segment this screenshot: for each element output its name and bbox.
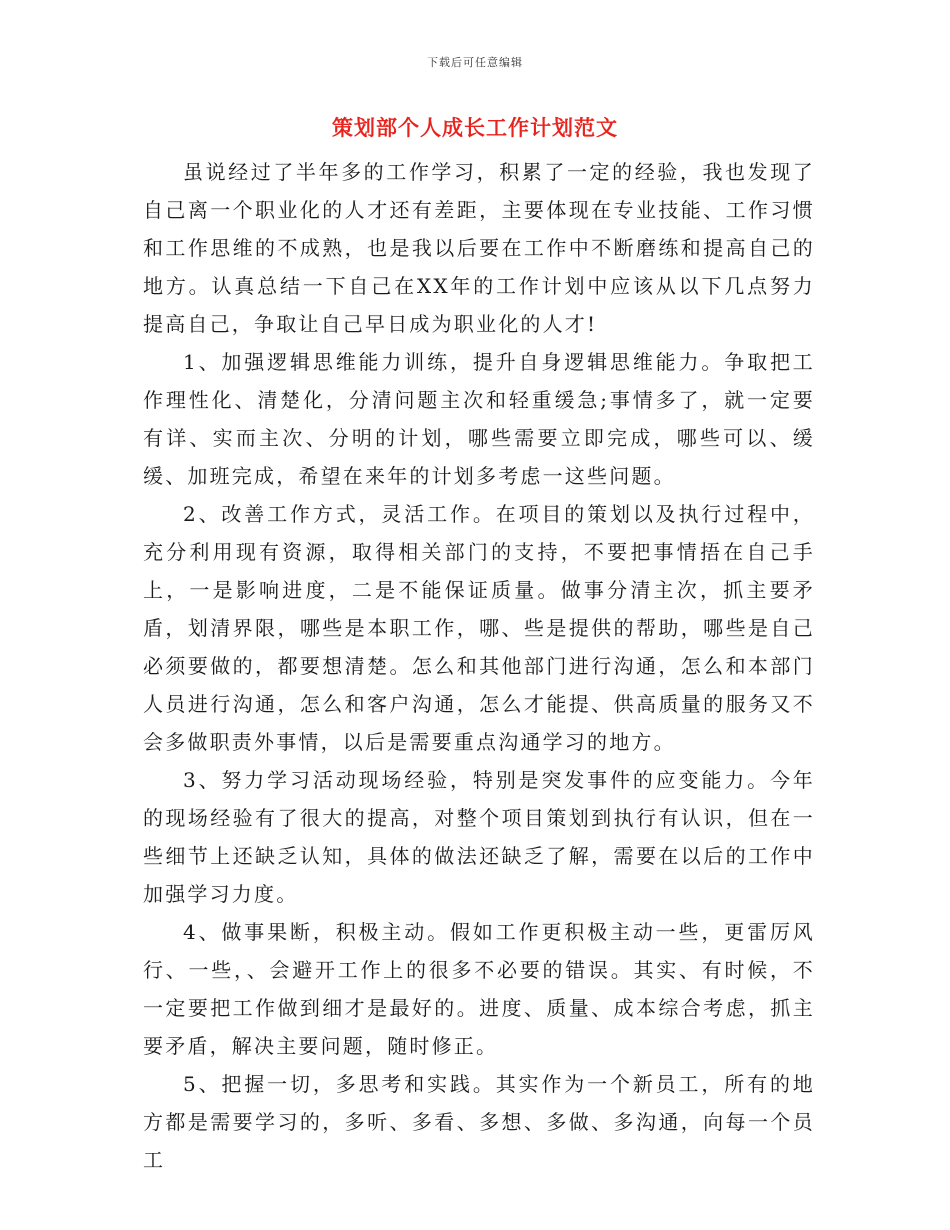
paragraph-point-4: 4、做事果断，积极主动。假如工作更积极主动一些，更雷厉风行、一些，、会避开工作上的很多不必要的错误。其实、有时候，不一定要把工作做到细才是最好的。进度、质量、成本综合考虑，抓主要矛盾，解决主要问题，随时修正。 bbox=[143, 920, 815, 1058]
paragraph-point-5: 5、把握一切，多思考和实践。其实作为一个新员工，所有的地方都是需要学习的，多听、多看、多想、多做、多沟通，向每一个员工 bbox=[143, 1072, 815, 1172]
paragraph-intro: 虽说经过了半年多的工作学习，积累了一定的经验，我也发现了自己离一个职业化的人才还有差距，主要体现在专业技能、工作习惯和工作思维的不成熟，也是我以后要在工作中不断磨练和提高自己的地方。认真总结一下自己在XX年的工作计划中应该从以下几点努力提高自己，争取让自己早日成为职业化的人才! bbox=[143, 160, 815, 336]
document-body bbox=[143, 153, 815, 1179]
paragraph-point-3: 3、努力学习活动现场经验，特别是突发事件的应变能力。今年的现场经验有了很大的提高，对整个项目策划到执行有认识，但在一些细节上还缺乏认知，具体的做法还缺乏了解，需要在以后的工作中加强学习力度。 bbox=[143, 768, 815, 906]
paragraph-point-1: 1、加强逻辑思维能力训练，提升自身逻辑思维能力。争取把工作理性化、清楚化，分清问题主次和轻重缓急;事情多了，就一定要有详、实而主次、分明的计划，哪些需要立即完成，哪些可以、缓缓、加班完成，希望在来年的计划多考虑一这些问题。 bbox=[143, 350, 815, 488]
document-title: 策划部个人成长工作计划范文 bbox=[332, 115, 618, 140]
header-note: 下载后可任意编辑 bbox=[427, 56, 523, 69]
paragraph-point-2: 2、改善工作方式，灵活工作。在项目的策划以及执行过程中，充分利用现有资源，取得相关部门的支持，不要把事情捂在自己手上，一是影响进度，二是不能保证质量。做事分清主次，抓主要矛盾，划清界限，哪些是本职工作，哪、些是提供的帮助，哪些是自己必须要做的，都要想清楚。怎么和其他部门进行沟通，怎么和本部门人员进行沟通，怎么和客户沟通，怎么才能提、供高质量的服务又不会多做职责外事情，以后是需要重点沟通学习的地方。 bbox=[143, 502, 815, 754]
